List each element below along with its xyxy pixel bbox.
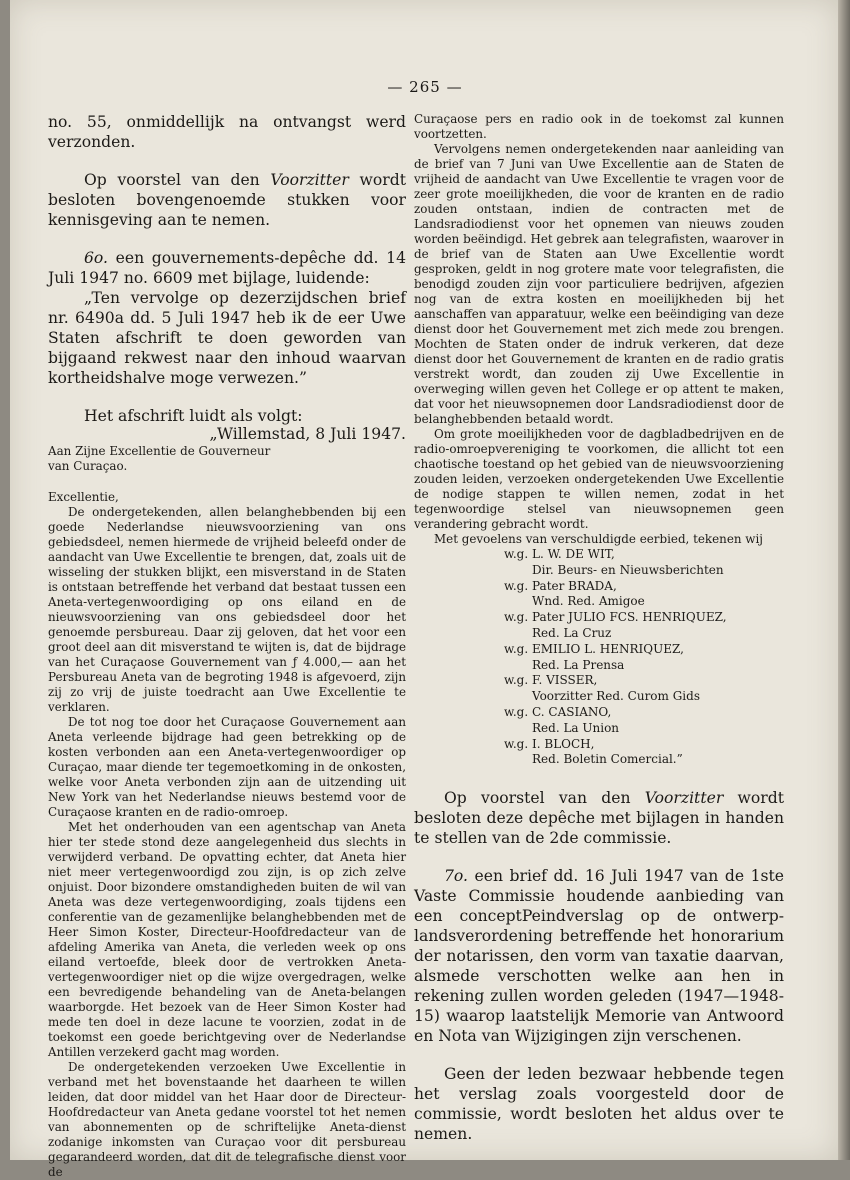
signature-text: Dir. Beurs- en Nieuwsberichten [532, 562, 724, 577]
paragraph-resolution-1: Op voorstel van den Voorzitter wordt besloten bovengenoemde stukken voor kennisgeving aan te nemen. [48, 171, 406, 229]
left-column [48, 112, 406, 1180]
page-number: — 265 — [387, 78, 463, 96]
signature-text: Wnd. Red. Amigoe [532, 594, 645, 609]
letter-closing: Met gevoelens van verschuldigde eerbied, tekenen wij [434, 532, 763, 546]
signature-line [504, 721, 784, 737]
signature-line [504, 658, 784, 674]
signature-text: Pater JULIO FCS. HENRIQUEZ, [532, 610, 727, 625]
letter-paragraph-4: De ondergetekenden verzoeken Uwe Excellentie in verband met het bovenstaande het daarheen te willen leiden, dat door middel van het Haar door de Directeur-Hoofdredacteur van Aneta gedane voorstel tot het nemen van abonnementen op de schriftelijke Aneta-dienst zodanige inkomsten van Curaçao voor dit persbureau gegarandeerd worden, dat dit de telegrafische dienst voor de [48, 1060, 406, 1179]
signature-prefix: w.g. [504, 704, 529, 719]
signature-prefix: w.g. [504, 547, 529, 561]
signature-text: Red. Boletin Comercial.” [532, 752, 683, 767]
signature-line [504, 642, 784, 658]
paragraph-item-6: 6o. een gouvernements-depêche dd. 14 Juli 1947 no. 6609 met bijlage, luidende: [48, 249, 406, 287]
letter-paragraph-3: Met het onderhouden van een agentschap van Aneta hier ter stede stond deze aangelegenheid dus slechts in verwijderd verband. De opvatting echter, dat Aneta hier niet meer vertegenwoordigd zou zijn, is op zich zelve onjuist. Door bizondere omstandigheden buiten de wil van Aneta was deze vertegenwoordiging, zoals tijdens een conferentie van de gezamenlijke belanghebbenden met de Heer Simon Koster, Directeur-Hoofdredacteur van de afdeling Amerika van Aneta, die verleden week op ons eiland vertoefde, bleek door de vertrokken Aneta-vertegenwoordiger niet op die wijze overgedragen, welke een bevredigende behandeling van de Aneta-belangen waarborgde. Het bezoek van de Heer Simon Koster had mede ten doel in deze lacune te voorzien, zodat in de toekomst een goede berichtgeving over de Nederlandse Antillen verzekerd gacht mag worden. [48, 820, 406, 1059]
letter-paragraph-continuation: Curaçaose pers en radio ook in de toekomst zal kunnen voortzetten. [414, 112, 784, 141]
signature-prefix: w.g. [504, 673, 529, 688]
signature-text: L. W. DE WIT, [532, 547, 615, 561]
signature-text: Pater BRADA, [532, 578, 617, 593]
signature-line [504, 689, 784, 705]
signature-text: EMILIO L. HENRIQUEZ, [532, 641, 684, 656]
right-column [414, 112, 784, 1144]
signature-prefix: w.g. [504, 736, 529, 751]
signature-text: Red. La Union [532, 720, 620, 735]
letter-paragraph-2: De tot nog toe door het Curaçaose Gouvernement aan Aneta verleende bijdrage had geen betrekking op de kosten verbonden aan een Aneta-vertegenwoordiger op Curaçao, maar diende ter tegemoetkoming in de onkosten, welke voor Aneta verbonden zijn aan de uitzending uit New York van het Nederlandse nieuws bestemd voor de Curaçaose kranten en de radio-omroep. [48, 715, 406, 819]
signature-line [504, 547, 784, 563]
letter-address-line-1: Aan Zijne Excellentie de Gouverneur [48, 444, 271, 458]
paragraph-item-7: 7o. een brief dd. 16 Juli 1947 van de 1ste Vaste Commissie houdende aanbieding van een conceptPeindverslag op de ontwerp- landsverordening betreffende het honorarium der notarissen, den vorm van taxatie daarvan, alsmede verschotten welke aan hen in rekening zullen worden geleden (1947—1948-15) waarop laatstelijk Memorie van Antwoord en Nota van Wijzigingen zijn verschenen. [414, 867, 784, 1046]
signature-text: Voorzitter Red. Curom Gids [532, 689, 700, 704]
signature-text: Red. La Cruz [532, 625, 612, 640]
signature-text: I. BLOCH, [532, 736, 595, 751]
signature-prefix: w.g. [504, 641, 529, 656]
signature-line [504, 737, 784, 753]
signature-line [504, 705, 784, 721]
signature-text: C. CASIANO, [532, 704, 612, 719]
paragraph-resolution-3: Geen der leden bezwaar hebbende tegen het verslag zoals voorgesteld door de commissie, wordt besloten het aldus over te nemen. [414, 1065, 784, 1144]
signature-prefix: w.g. [504, 610, 529, 625]
paragraph-copy-intro: Het afschrift luidt als volgt: [84, 407, 303, 425]
signature-line [504, 594, 784, 610]
letter-salutation: Excellentie, [48, 490, 119, 504]
signature-text: F. VISSER, [532, 673, 598, 688]
signature-prefix: w.g. [504, 578, 529, 593]
signature-text: Red. La Prensa [532, 657, 625, 672]
letter-date: „Willemstad, 8 Juli 1947. [209, 425, 406, 443]
signature-line [504, 610, 784, 626]
letter-paragraph-6: Om grote moeilijkheden voor de dagbladbedrijven en de radio-omroepvereniging te voorkomen, die allicht tot een chaotische toestand op het gebied van de nieuwsvoorziening zouden leiden, verzoeken ondergetekenden Uwe Excellentie de nodige stappen te willen nemen, zodat in het tegenwoordige stelsel van nieuwsopnemen geen verandering gebracht wordt. [414, 427, 784, 531]
paragraph-quote: „Ten vervolge op dezerzijdschen brief nr. 6490a dd. 5 Juli 1947 heb ik de eer Uwe Staten afschrift te doen geworden van bijgaand rekwest naar den inhoud waarvan kortheidshalve moge verwezen.” [48, 289, 406, 387]
signature-line [504, 752, 784, 768]
letter-address-line-2: van Curaçao. [48, 459, 128, 473]
paragraph-continuation: no. 55, onmiddellijk na ontvangst werd verzonden. [48, 113, 406, 151]
signature-line [504, 626, 784, 642]
signature-list [504, 547, 784, 768]
signature-line [504, 579, 784, 595]
letter-paragraph-1: De ondergetekenden, allen belanghebbenden bij een goede Nederlandse nieuwsvoorziening van ons gebiedsdeel, nemen hiermede de vrijheid beleefd onder de aandacht van Uwe Excellentie te brengen, dat, zoals uit de wisseling der stukken blijkt, een misverstand in de Staten is ontstaan betreffende het verband dat bestaat tussen een Aneta-vertegenwoordiging op ons eiland en de nieuwsvoorziening van ons gebiedsdeel door het genoemde persbureau. Daar zij geloven, dat het voor een groot deel aan dit misverstand te wijten is, dat de bijdrage van het Curaçaose Gouvernement van ƒ 4.000,— aan het Persbureau Aneta van de begroting 1948 is afgevoerd, zijn zij zo vrij de juiste toedracht aan Uwe Excellentie te verklaren. [48, 505, 406, 714]
signature-line [504, 563, 784, 579]
letter-paragraph-5: Vervolgens nemen ondergetekenden naar aanleiding van de brief van 7 Juni van Uwe Excellentie aan de Staten de vrijheid de aandacht van Uwe Excellentie te vragen voor de zeer grote moeilijkheden, die voor de kranten en de radio zouden ontstaan, indien de contracten met de Landsradiodienst voor het opnemen van nieuws zouden worden beëindigd. Het gebrek aan telegrafisten, waarover in de brief van de Staten aan Uwe Excellentie wordt gesproken, geldt in nog grotere mate voor telegrafisten, die benodigd zouden zijn voor particuliere bedrijven, afgezien nog van de extra kosten en moeilijkheden bij het aanschaffen van apparatuur, welke een beëindiging van deze dienst door het Gouvernement met zich mede zou brengen. Mochten de Staten onder de indruk verkeren, dat deze dienst door het Gouvernement de kranten en de radio gratis verstrekt wordt, dan zouden zij Uwe Excellentie in overweging willen geven het College er op attent te maken, dat voor het nieuwsopnemen door Landsradiodienst door de belanghebbenden betaald wordt. [414, 142, 784, 426]
paragraph-resolution-2: Op voorstel van den Voorzitter wordt besloten deze depêche met bijlagen in handen te stellen van de 2de commissie. [414, 789, 784, 848]
signature-line [504, 673, 784, 689]
page-edge [838, 0, 850, 1160]
